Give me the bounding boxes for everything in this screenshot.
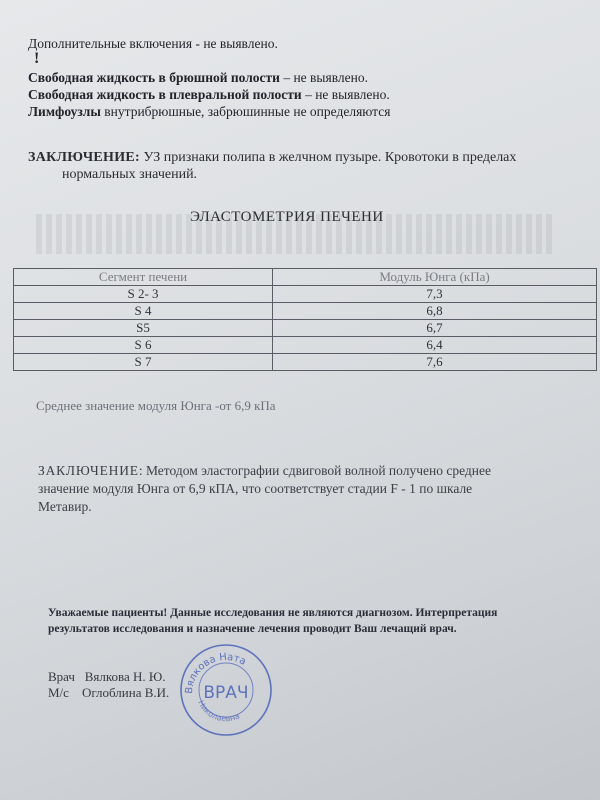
stamp-top-text: Вялкова Ната [183, 651, 248, 695]
conclusion-2-label: ЗАКЛЮЧЕНИЕ [38, 463, 139, 478]
pleural-fluid-label: Свободная жидкость в плевральной полости [28, 87, 302, 102]
additional-inclusions-text: Дополнительные включения - не выявлено. [28, 36, 278, 51]
abdominal-fluid-label: Свободная жидкость в брюшной полости [28, 70, 280, 85]
conclusion-1-text1: УЗ признаки полипа в желчном пузыре. Кровотоки в пределах [140, 150, 517, 165]
conclusion-1-label: ЗАКЛЮЧЕНИЕ: [28, 150, 141, 165]
value-cell: 6,8 [273, 303, 597, 320]
table-row [14, 303, 597, 320]
nurse-name: Оглоблина В.И. [81, 685, 170, 700]
pleural-fluid-value: – не выявлено. [301, 87, 390, 102]
conclusion-2-text1: : Методом эластографии сдвиговой волной получено среднее [138, 463, 491, 478]
value-cell: 7,6 [273, 354, 597, 371]
abdominal-fluid-value: – не выявлено. [279, 70, 368, 85]
conclusion-2-line3: Метавир. [38, 499, 92, 514]
segment-cell: S 7 [14, 354, 273, 371]
handwritten-mark: ! [34, 50, 40, 67]
notice-line2: результатов исследования и назначение лечения проводит Ваш лечащий врач. [48, 623, 457, 635]
lymph-nodes-label: Лимфоузлы [28, 104, 101, 119]
abdominal-fluid-line [28, 70, 368, 86]
stamp-bottom-text: Николаевна [196, 698, 242, 724]
lymph-nodes-value: внутрибрюшные, забрюшинные не определяются [100, 104, 391, 119]
conclusion-2-line2: значение модуля Юнга от 6,9 кПА, что соответствует стадии F - 1 по шкале [38, 481, 473, 496]
additional-inclusions-line [28, 36, 278, 52]
stamp-center-text: ВРАЧ [203, 683, 249, 703]
table-header-row [14, 269, 597, 286]
segment-cell: S5 [14, 320, 273, 337]
table-row [14, 337, 597, 354]
conclusion-1-line1 [28, 150, 516, 166]
pleural-fluid-line [28, 87, 390, 103]
table-row [14, 354, 597, 371]
section-title: ЭЛАСТОМЕТРИЯ ПЕЧЕНИ [190, 209, 384, 225]
segment-cell: S 2- 3 [14, 286, 273, 303]
value-cell: 6,4 [273, 337, 597, 354]
segment-cell: S 4 [14, 303, 273, 320]
average-value-line: Среднее значение модуля Юнга -от 6,9 кПа [36, 398, 276, 413]
nurse-signature-line [48, 685, 169, 701]
lymph-nodes-line [28, 104, 390, 120]
conclusion-1-line2: нормальных значений. [62, 167, 198, 182]
value-cell: 6,7 [273, 320, 597, 337]
elastometry-table [13, 268, 597, 371]
doctor-name: Вялкова Н. Ю. [84, 669, 166, 684]
header-young-modulus: Модуль Юнга (кПа) [273, 269, 597, 286]
doctor-signature-line [48, 669, 166, 685]
nurse-role: М/с [48, 685, 69, 700]
doctor-role: Врач [48, 669, 75, 684]
header-segment: Сегмент печени [14, 269, 273, 286]
doctor-stamp [178, 642, 274, 738]
segment-cell: S 6 [14, 337, 273, 354]
notice-line1: Уважаемые пациенты! Данные исследования не являются диагнозом. Интерпретация [48, 607, 498, 619]
table-row [14, 286, 597, 303]
value-cell: 7,3 [273, 286, 597, 303]
conclusion-2-line1 [38, 462, 491, 480]
table-row [14, 320, 597, 337]
